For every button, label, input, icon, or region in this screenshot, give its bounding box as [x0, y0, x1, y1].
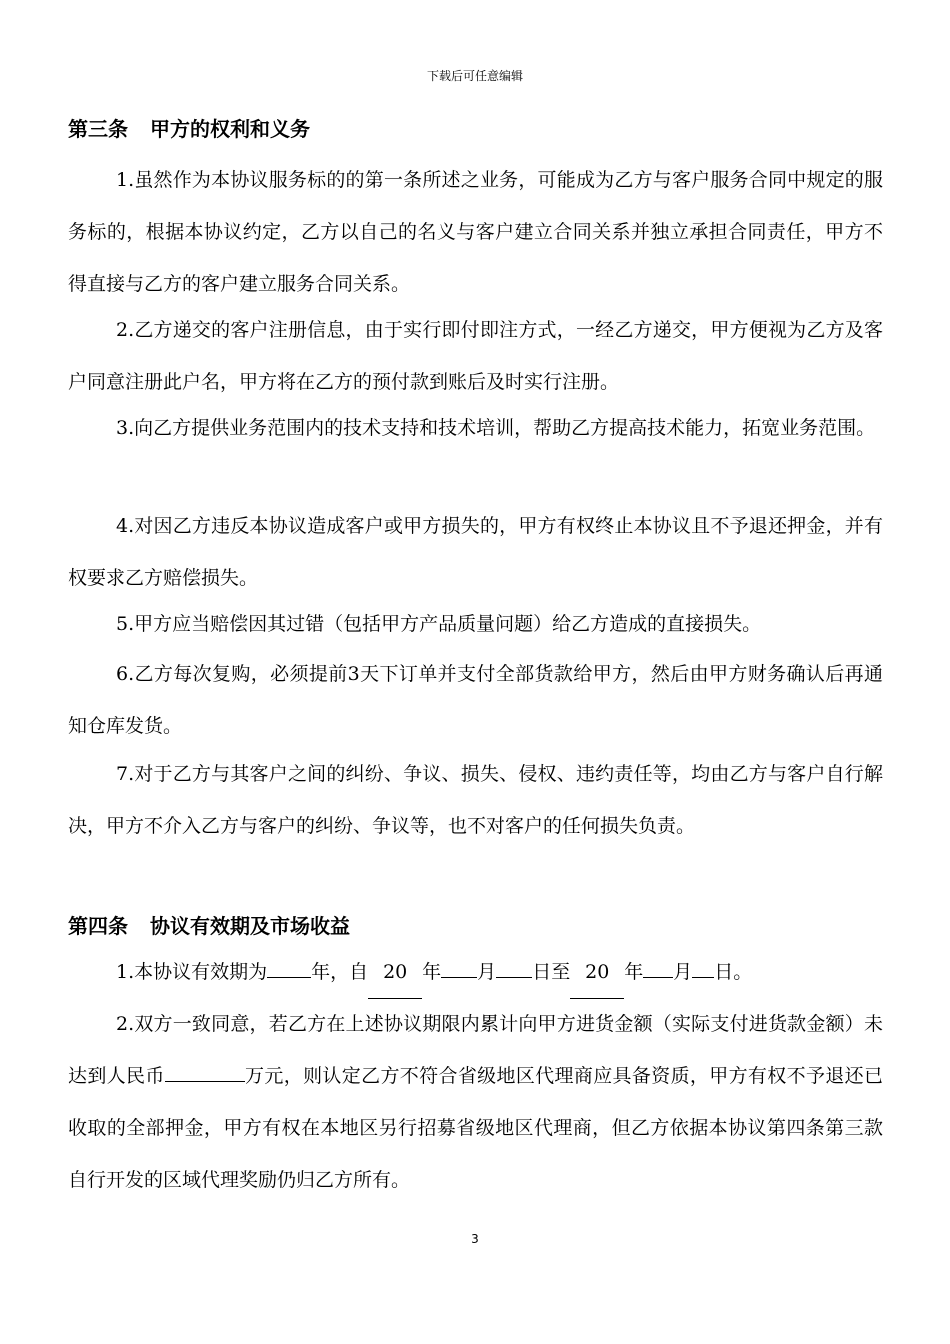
section-4-item-1: 1.本协议有效期为 年，自 20 年 月 日至 20 年 月 日。: [68, 946, 883, 999]
section-3-item-5: 5.甲方应当赔偿因其过错（包括甲方产品质量问题）给乙方造成的直接损失。: [116, 613, 762, 635]
section-3-item-4: 4.对因乙方违反本协议造成客户或甲方损失的，甲方有权终止本协议且不予退还押金，并有权要求乙方赔偿损失。: [68, 515, 883, 589]
start-year-blank: 20: [368, 946, 422, 999]
section-3-title: 甲方的权利和义务: [150, 117, 310, 141]
section-4-item-2: 2.双方一致同意，若乙方在上述协议期限内累计向甲方进货金额（实际支付进货款金额）未达到人民币 万元，则认定乙方不符合省级地区代理商应具备资质，甲方有权不予退还已收取的全部押金，甲方有权在本地区另行招募省级地区代理商，但乙方依据本协议第四条第三款自行开发的区域代理奖励仍归乙方所有。: [68, 1013, 883, 1191]
section-4-title: 协议有效期及市场收益: [150, 914, 350, 938]
section-3-item-3: 3.向乙方提供业务范围内的技术支持和技术培训，帮助乙方提高技术能力，拓宽业务范围。: [116, 417, 876, 439]
section-3-item-2: 2.乙方递交的客户注册信息，由于实行即付即注方式，一经乙方递交，甲方便视为乙方及客户同意注册此户名，甲方将在乙方的预付款到账后及时实行注册。: [68, 319, 883, 393]
page-header: 下载后可任意编辑: [426, 69, 523, 83]
section-3-heading: [68, 113, 310, 142]
section-3-item-6: 6.乙方每次复购，必须提前3天下订单并支付全部货款给甲方，然后由甲方财务确认后再通知仓库发货。: [68, 663, 883, 737]
start-month-blank: [441, 977, 477, 978]
start-day-blank: [496, 977, 532, 978]
section-3-item-7: 7.对于乙方与其客户之间的纠纷、争议、损失、侵权、违约责任等，均由乙方与客户自行解决，甲方不介入乙方与客户的纠纷、争议等，也不对客户的任何损失负责。: [68, 763, 883, 837]
section-4-heading: [68, 910, 350, 939]
amount-blank: [165, 1081, 245, 1082]
end-day-blank: [692, 977, 714, 978]
end-year-blank: 20: [570, 946, 624, 999]
term-years-blank: [267, 977, 311, 978]
end-month-blank: [643, 977, 673, 978]
page-number: 3: [471, 1232, 479, 1246]
section-3-item-1: 1.虽然作为本协议服务标的的第一条所述之业务，可能成为乙方与客户服务合同中规定的服务标的，根据本协议约定，乙方以自己的名义与客户建立合同关系并独立承担合同责任，甲方不得直接与乙方的客户建立服务合同关系。: [68, 169, 883, 295]
section-4-number: 第四条: [68, 914, 128, 938]
section-3-number: 第三条: [68, 117, 128, 141]
